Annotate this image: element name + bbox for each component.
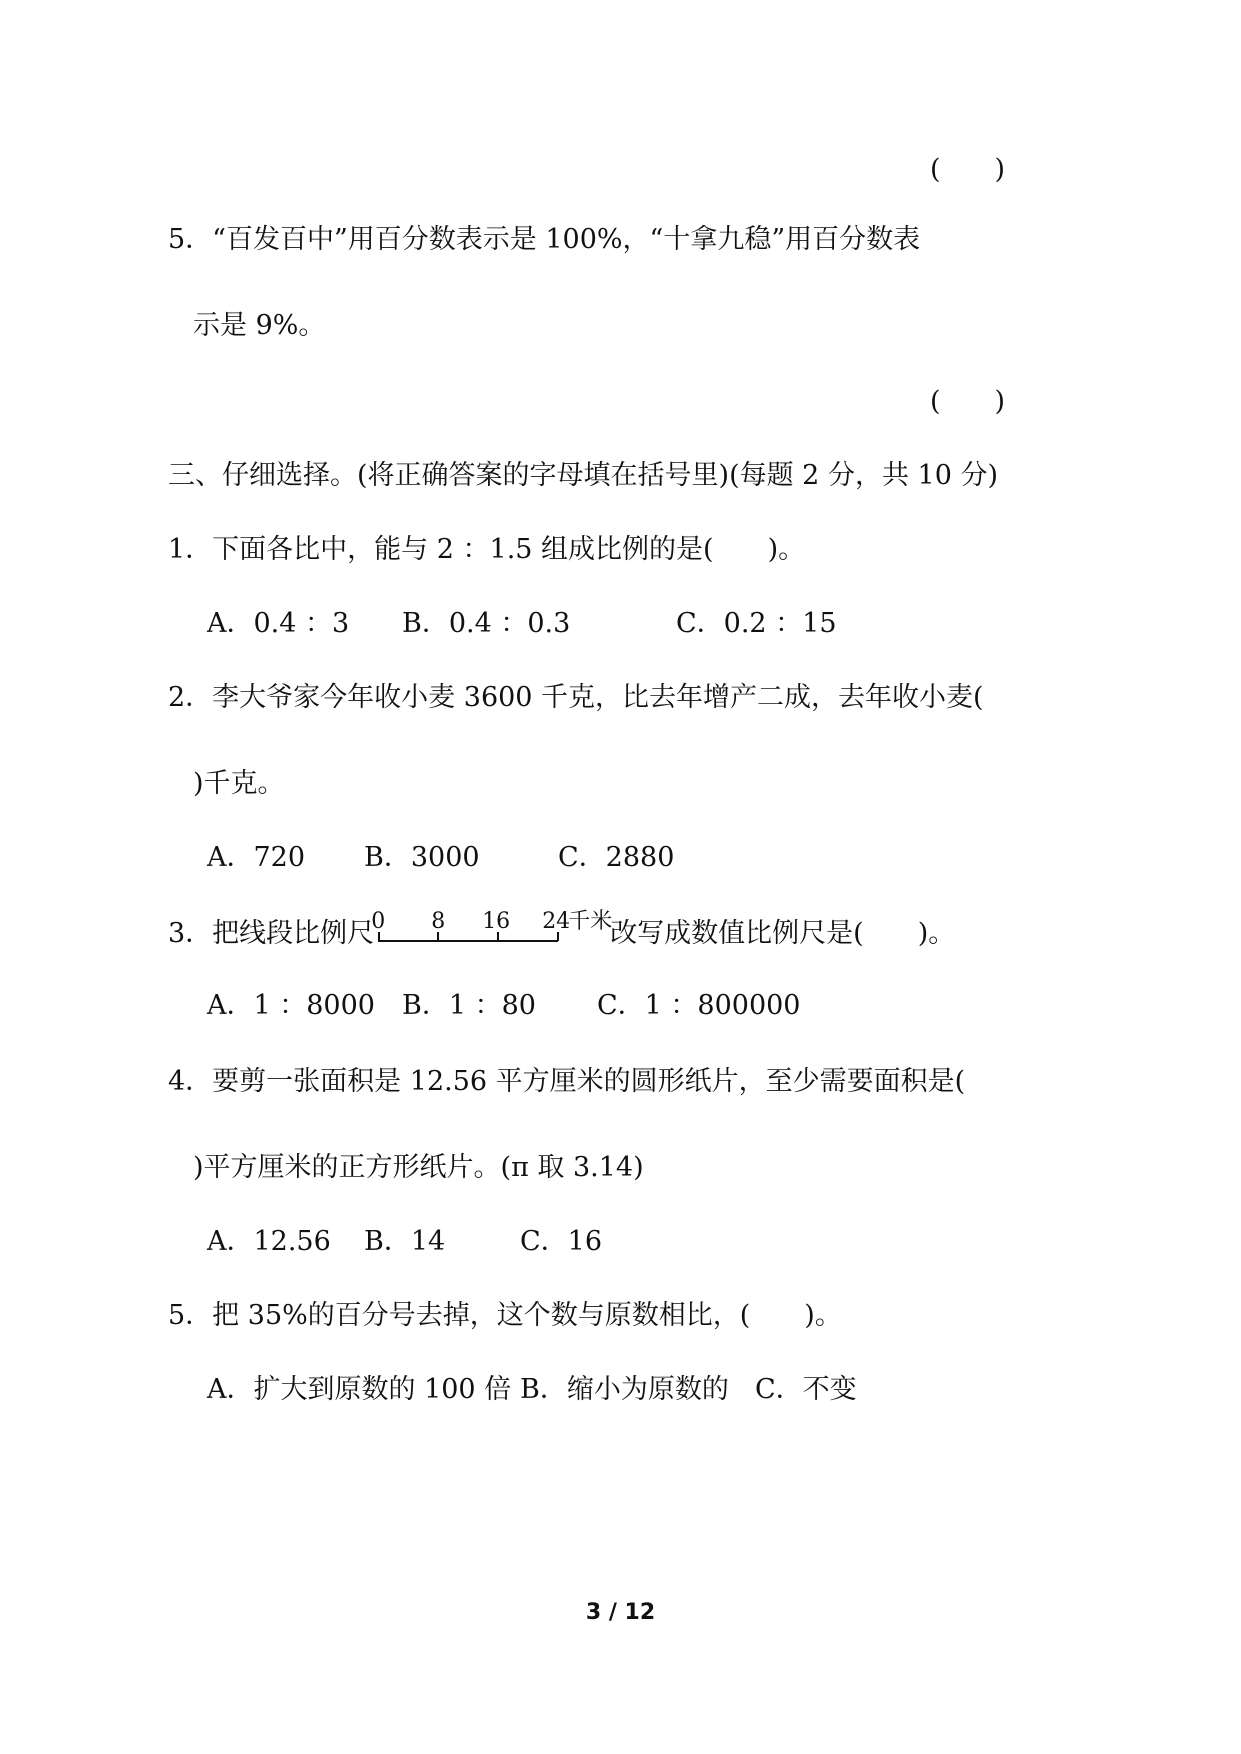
scale-bar xyxy=(378,940,558,942)
judge-q5-line1: 5．“百发百中”用百分数表示是 100%，“十拿九稳”用百分数表 xyxy=(168,224,921,255)
choice-q4-line1: 4．要剪一张面积是 12.56 平方厘米的圆形纸片，至少需要面积是( xyxy=(168,1066,966,1097)
scale-label-24: 24 xyxy=(542,909,571,934)
scale-label-16: 16 xyxy=(482,909,511,934)
choice-q2-line1: 2．李大爷家今年收小麦 3600 千克，比去年增产二成，去年收小麦( xyxy=(168,682,984,713)
choice-q3-option-b: B．1 ：80 xyxy=(402,990,536,1021)
scale-label-0: 0 xyxy=(371,909,386,934)
choice-q1-option-c: C．0.2 ：15 xyxy=(676,608,837,639)
section3-heading: 三、仔细选择。(将正确答案的字母填在括号里)(每题 2 分，共 10 分) xyxy=(168,460,998,491)
choice-q1-stem: 1．下面各比中，能与 2 ：1.5 组成比例的是( )。 xyxy=(168,534,806,565)
choice-q4-option-b: B．14 xyxy=(364,1226,446,1257)
choice-q2-option-a: A．720 xyxy=(207,842,306,873)
choice-q5-option-b: B．缩小为原数的 xyxy=(520,1374,729,1405)
scale-label-8: 8 xyxy=(431,909,446,934)
choice-q2-line2: )千克。 xyxy=(193,768,285,799)
choice-q3-stem-after: 改写成数值比例尺是( )。 xyxy=(610,918,956,949)
choice-q3-option-a: A．1 ：8000 xyxy=(207,990,375,1021)
choice-q1-option-a: A．0.4 ：3 xyxy=(207,608,350,639)
choice-q4-line2: )平方厘米的正方形纸片。(π 取 3.14) xyxy=(193,1152,644,1183)
answer-paren-previous: ( ) xyxy=(930,154,1006,185)
choice-q2-option-b: B．3000 xyxy=(364,842,480,873)
choice-q3-stem-before: 3．把线段比例尺 xyxy=(168,918,375,949)
page-number: 3 / 12 xyxy=(585,1600,656,1625)
choice-q2-option-c: C．2880 xyxy=(558,842,675,873)
scale-unit: 千米 xyxy=(568,909,613,934)
choice-q3-stem xyxy=(168,909,956,954)
judge-q5-answer-paren: ( ) xyxy=(930,386,1006,417)
choice-q5-stem: 5．把 35%的百分号去掉，这个数与原数相比，( )。 xyxy=(168,1300,842,1331)
line-segment-scale xyxy=(371,909,613,954)
choice-q3-option-c: C．1 ：800000 xyxy=(597,990,801,1021)
choice-q5-option-a: A．扩大到原数的 100 倍 xyxy=(207,1374,512,1405)
choice-q1-option-b: B．0.4 ：0.3 xyxy=(402,608,571,639)
choice-q4-option-c: C．16 xyxy=(520,1226,603,1257)
choice-q4-option-a: A．12.56 xyxy=(207,1226,331,1257)
choice-q5-option-c: C．不变 xyxy=(755,1374,857,1405)
judge-q5-line2: 示是 9%。 xyxy=(193,310,326,341)
